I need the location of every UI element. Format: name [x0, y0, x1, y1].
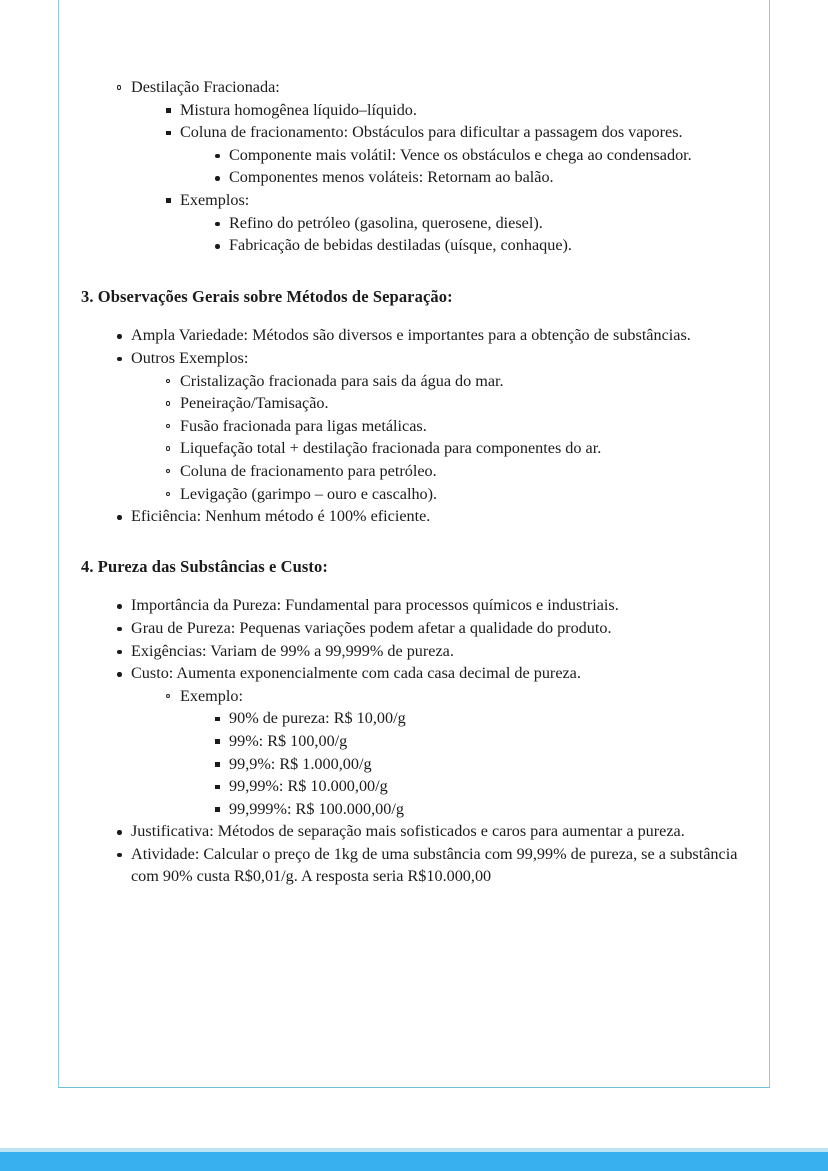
- section-4-list: [81, 594, 739, 888]
- list-item-label: Liquefação total + destilação fracionada para componentes do ar.: [180, 439, 602, 458]
- list-item-label: Outros Exemplos:: [131, 348, 249, 367]
- list-item: [209, 144, 739, 167]
- list-item-label: Refino do petróleo (gasolina, querosene, diesel).: [229, 213, 543, 232]
- list-item: [160, 370, 739, 393]
- list-item: [111, 594, 739, 617]
- list-item-examples: [160, 189, 739, 257]
- list-item-price: [209, 798, 739, 821]
- section-4-heading: 4. Pureza das Substâncias e Custo:: [81, 556, 328, 576]
- list-item-label: Fusão fracionada para ligas metálicas.: [180, 416, 427, 435]
- list-item: [111, 640, 739, 663]
- list-item-label: Cristalização fracionada para sais da água do mar.: [180, 371, 504, 390]
- footer-bar: [0, 1152, 828, 1171]
- list-item-label: Componente mais volátil: Vence os obstáculos e chega ao condensador.: [229, 145, 692, 164]
- document-page: [58, 0, 770, 1088]
- distillation-sublist: [131, 99, 739, 257]
- list-item-activity: [111, 843, 739, 888]
- list-item-label: Levigação (garimpo – ouro e cascalho).: [180, 484, 438, 503]
- list-item-label: Coluna de fracionamento para petróleo.: [180, 461, 437, 480]
- list-item-label: Justificativa: Métodos de separação mais sofisticados e caros para aumentar a pureza.: [131, 822, 685, 841]
- list-item-distillation-title: [111, 76, 739, 257]
- list-item-label: Exigências: Variam de 99% a 99,999% de pureza.: [131, 641, 454, 660]
- price-label: 99,9%: R$ 1.000,00/g: [229, 754, 372, 773]
- list-item-label: Mistura homogênea líquido–líquido.: [180, 100, 417, 119]
- list-item-label: Fabricação de bebidas destiladas (uísque, conhaque).: [229, 236, 572, 255]
- price-label: 99%: R$ 100,00/g: [229, 731, 348, 750]
- list-item-cost: [111, 662, 739, 820]
- list-item: [160, 121, 739, 189]
- other-examples-list: [131, 370, 739, 506]
- price-label: 99,99%: R$ 10.000,00/g: [229, 777, 388, 796]
- list-item: [209, 166, 739, 189]
- list-item-price: [209, 775, 739, 798]
- price-label: 90% de pureza: R$ 10,00/g: [229, 709, 406, 728]
- price-label: 99,999%: R$ 100.000,00/g: [229, 799, 404, 818]
- list-item: [209, 212, 739, 235]
- section-3-list: [81, 324, 739, 527]
- list-item-label: Importância da Pureza: Fundamental para processos químicos e industriais.: [131, 596, 619, 615]
- list-item: [160, 99, 739, 122]
- list-item-label: Ampla Variedade: Métodos são diversos e importantes para a obtenção de substâncias.: [131, 326, 691, 345]
- list-item: [160, 460, 739, 483]
- examples-list: [180, 212, 739, 257]
- list-item-price: [209, 730, 739, 753]
- list-item-label: Destilação Fracionada:: [131, 78, 280, 96]
- list-item: [160, 437, 739, 460]
- list-item-other-examples: [111, 347, 739, 505]
- section-3-heading: 3. Observações Gerais sobre Métodos de Separação:: [81, 286, 453, 306]
- column-detail-list: [180, 144, 739, 189]
- distillation-list: [81, 76, 739, 257]
- list-item: [111, 617, 739, 640]
- list-item-label: Grau de Pureza: Pequenas variações podem afetar a qualidade do produto.: [131, 618, 612, 637]
- list-item-label: Coluna de fracionamento: Obstáculos para dificultar a passagem dos vapores.: [180, 123, 683, 142]
- list-item: [160, 392, 739, 415]
- list-item-label: Custo: Aumenta exponencialmente com cada casa decimal de pureza.: [131, 664, 581, 683]
- list-item-label: Componentes menos voláteis: Retornam ao balão.: [229, 168, 554, 187]
- list-item-label: Exemplo:: [180, 686, 243, 705]
- list-item-label: Peneiração/Tamisação.: [180, 394, 329, 413]
- list-item: [160, 415, 739, 438]
- price-table-list: [180, 707, 739, 820]
- cost-example-list: [131, 685, 739, 821]
- list-item-label: Atividade: Calcular o preço de 1kg de uma substância com 99,99% de pureza, se a substância com 90% custa R$0,01/g. A resposta seria R$10.000,00: [131, 844, 738, 886]
- list-item: [160, 483, 739, 506]
- list-item: [111, 324, 739, 347]
- list-item-label: Exemplos:: [180, 190, 250, 209]
- list-item-price: [209, 753, 739, 776]
- list-item-price: [209, 707, 739, 730]
- list-item: [209, 234, 739, 257]
- list-item-example-label: [160, 685, 739, 821]
- list-item-efficiency: [111, 505, 739, 528]
- list-item-label: Eficiência: Nenhum método é 100% eficiente.: [131, 507, 431, 526]
- document-body: [59, 0, 769, 888]
- list-item-justification: [111, 820, 739, 843]
